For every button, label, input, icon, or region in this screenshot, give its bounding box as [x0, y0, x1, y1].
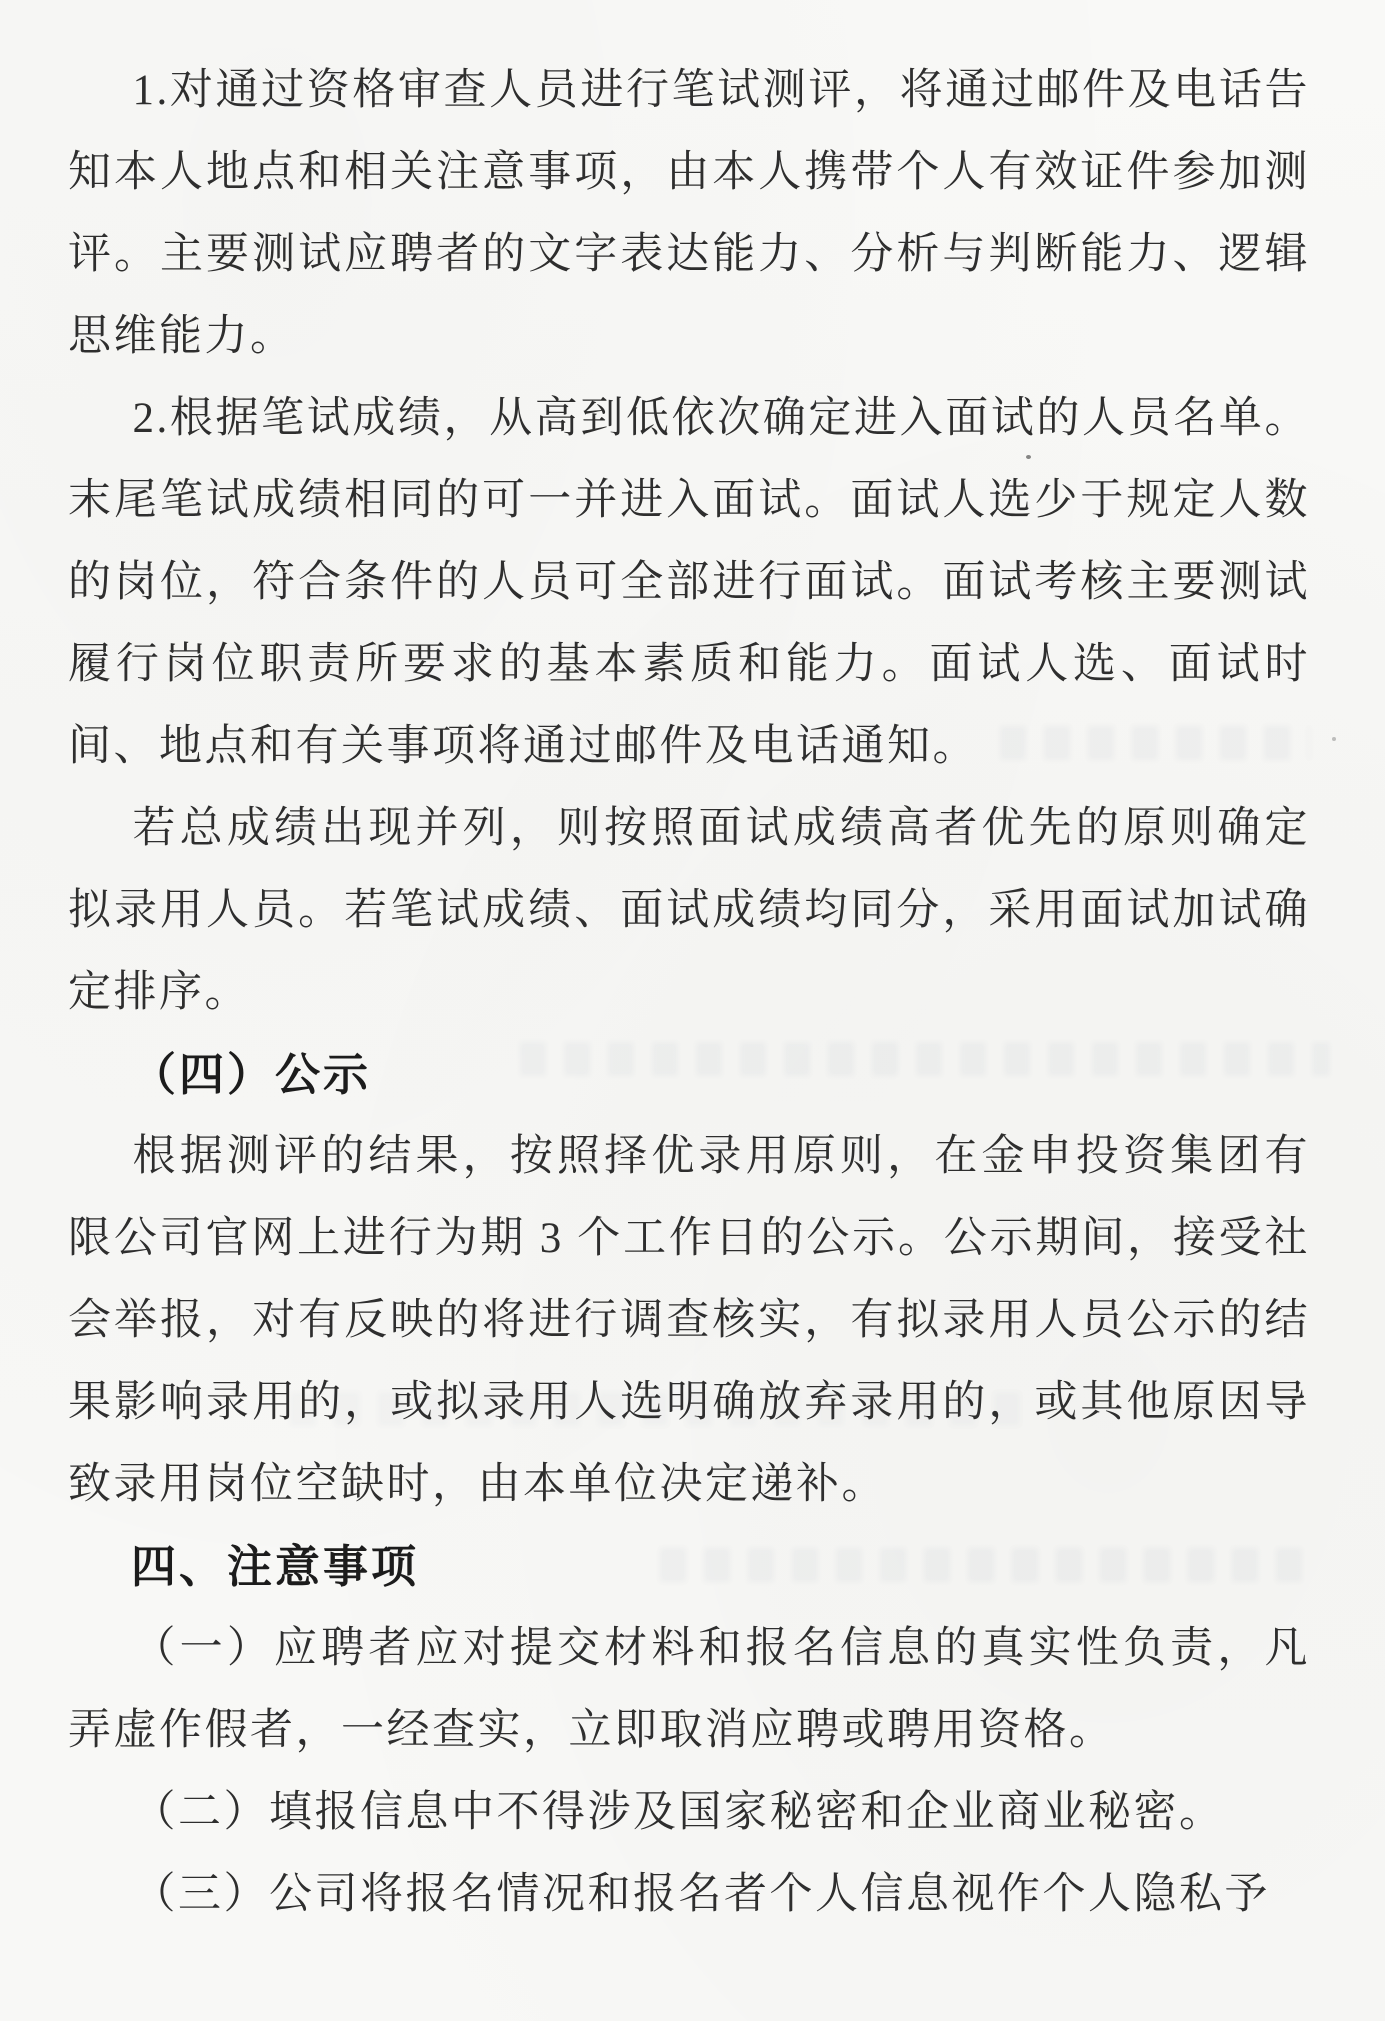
paragraph: （二）填报信息中不得涉及国家秘密和企业商业秘密。	[132, 1789, 1225, 1836]
paragraph: （一）应聘者应对提交材料和报名信息的真实性负责，凡弄虚作假者，一经查实，立即取消应聘或聘用资格。	[68, 1625, 1310, 1754]
paragraph: 2.根据笔试成绩，从高到低依次确定进入面试的人员名单。末尾笔试成绩相同的可一并进入面试。面试人选少于规定人数的岗位，符合条件的人员可全部进行面试。面试考核主要测试履行岗位职责所要求的基本素质和能力。面试人选、面试时间、地点和有关事项将通过邮件及电话通知。	[68, 395, 1310, 770]
paragraph: 1.对通过资格审查人员进行笔试测评，将通过邮件及电话告知本人地点和相关注意事项，由本人携带个人有效证件参加测评。主要测试应聘者的文字表达能力、分析与判断能力、逻辑思维能力。	[68, 67, 1310, 360]
paragraph: 若总成绩出现并列，则按照面试成绩高者优先的原则确定拟录用人员。若笔试成绩、面试成绩均同分，采用面试加试确定排序。	[68, 805, 1310, 1016]
paragraph: 根据测评的结果，按照择优录用原则，在金申投资集团有限公司官网上进行为期 3 个工作日的公示。公示期间，接受社会举报，对有反映的将进行调查核实，有拟录用人员公示的结果影响录用的，或拟录用人选明确放弃录用的，或其他原因导致录用岗位空缺时，由本单位决定递补。	[68, 1133, 1310, 1508]
paragraph: （三）公司将报名情况和报名者个人信息视作个人隐私予	[132, 1871, 1270, 1918]
section-heading: （四）公示	[131, 1049, 372, 1100]
section-heading: 四、注意事项	[131, 1541, 420, 1592]
